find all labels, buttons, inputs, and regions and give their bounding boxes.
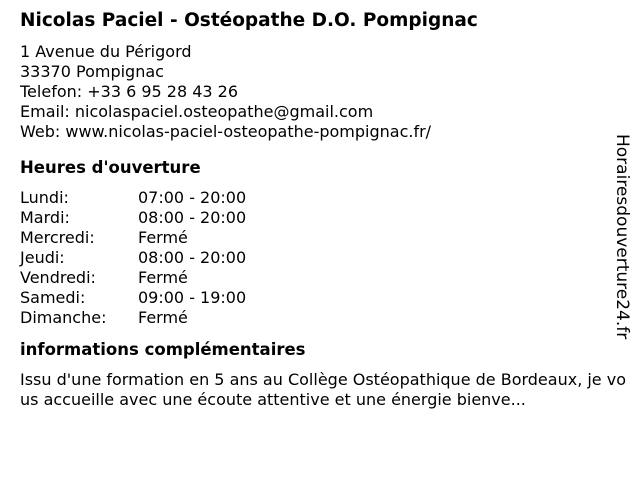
hours-value: Fermé [138, 268, 188, 287]
hours-row-friday [20, 268, 620, 288]
hours-value: Fermé [138, 228, 188, 247]
day-label: Lundi: [20, 188, 69, 207]
opening-hours-table [20, 188, 620, 328]
day-label: Jeudi: [20, 248, 65, 267]
hours-value: Fermé [138, 308, 188, 327]
street-address: 1 Avenue du Périgord [20, 42, 192, 61]
hours-row-saturday [20, 288, 620, 308]
day-label: Mardi: [20, 208, 70, 227]
hours-row-monday [20, 188, 620, 208]
site-watermark: Horairesdouverture24.fr [612, 134, 632, 340]
hours-row-tuesday [20, 208, 620, 228]
hours-value: 08:00 - 20:00 [138, 248, 247, 267]
opening-hours-heading: Heures d'ouverture [20, 158, 201, 177]
hours-row-thursday [20, 248, 620, 268]
hours-row-sunday [20, 308, 620, 328]
additional-info-heading: informations complémentaires [20, 340, 306, 359]
hours-value: 07:00 - 20:00 [138, 188, 247, 207]
city-postal-code: 33370 Pompignac [20, 62, 164, 81]
contact-details [20, 42, 620, 142]
additional-info-text: Issu d'une formation en 5 ans au Collège Ostéopathique de Bordeaux, je vous accueille avec une écoute attentive et une énergie bienve... [20, 370, 626, 409]
hours-value: 08:00 - 20:00 [138, 208, 247, 227]
day-label: Samedi: [20, 288, 86, 307]
day-label: Mercredi: [20, 228, 95, 247]
day-label: Vendredi: [20, 268, 96, 287]
business-title: Nicolas Paciel - Ostéopathe D.O. Pompignac [20, 10, 478, 31]
hours-row-wednesday [20, 228, 620, 248]
hours-value: 09:00 - 19:00 [138, 288, 247, 307]
email-address: Email: nicolaspaciel.osteopathe@gmail.com [20, 102, 374, 121]
day-label: Dimanche: [20, 308, 107, 327]
phone-number: Telefon: +33 6 95 28 43 26 [20, 82, 239, 101]
website-address: Web: www.nicolas-paciel-osteopathe-pompignac.fr/ [20, 122, 432, 141]
